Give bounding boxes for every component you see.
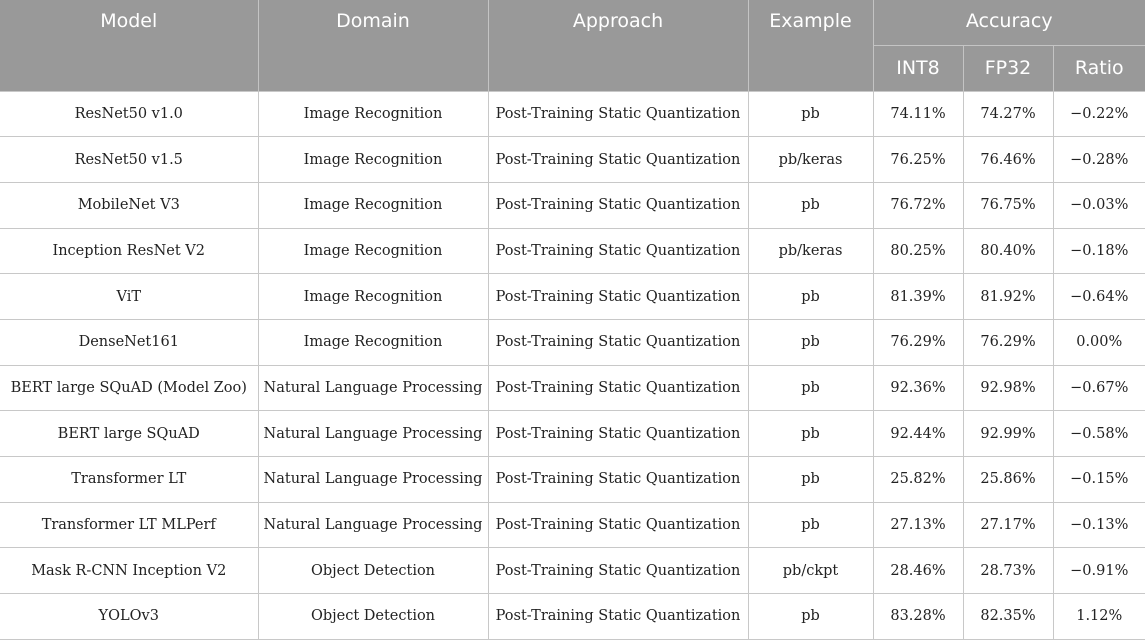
cell-domain: Image Recognition xyxy=(258,319,488,365)
cell-example: pb/keras xyxy=(748,137,873,183)
cell-domain: Image Recognition xyxy=(258,228,488,274)
cell-int8: 76.29% xyxy=(873,319,963,365)
table-row xyxy=(0,228,1145,274)
cell-fp32: 92.99% xyxy=(963,411,1053,457)
cell-domain: Image Recognition xyxy=(258,91,488,137)
cell-domain: Image Recognition xyxy=(258,137,488,183)
cell-fp32: 76.29% xyxy=(963,319,1053,365)
table-row xyxy=(0,137,1145,183)
header-int8: INT8 xyxy=(873,45,963,91)
cell-fp32: 76.75% xyxy=(963,182,1053,228)
cell-fp32: 92.98% xyxy=(963,365,1053,411)
cell-domain: Natural Language Processing xyxy=(258,365,488,411)
cell-ratio: −0.22% xyxy=(1053,91,1145,137)
header-example: Example xyxy=(748,0,873,91)
cell-example: pb xyxy=(748,182,873,228)
cell-ratio: −0.03% xyxy=(1053,182,1145,228)
table-row xyxy=(0,319,1145,365)
cell-domain: Natural Language Processing xyxy=(258,457,488,503)
cell-int8: 74.11% xyxy=(873,91,963,137)
cell-ratio: −0.15% xyxy=(1053,457,1145,503)
cell-ratio: −0.64% xyxy=(1053,274,1145,320)
cell-fp32: 80.40% xyxy=(963,228,1053,274)
cell-ratio: −0.91% xyxy=(1053,548,1145,594)
cell-approach: Post-Training Static Quantization xyxy=(488,548,748,594)
cell-int8: 76.72% xyxy=(873,182,963,228)
cell-approach: Post-Training Static Quantization xyxy=(488,182,748,228)
table-header xyxy=(0,0,1145,91)
cell-ratio: −0.67% xyxy=(1053,365,1145,411)
cell-example: pb xyxy=(748,457,873,503)
header-approach: Approach xyxy=(488,0,748,91)
cell-approach: Post-Training Static Quantization xyxy=(488,457,748,503)
cell-example: pb xyxy=(748,502,873,548)
table-row xyxy=(0,182,1145,228)
header-model: Model xyxy=(0,0,258,91)
cell-domain: Natural Language Processing xyxy=(258,411,488,457)
cell-example: pb xyxy=(748,411,873,457)
table-row xyxy=(0,548,1145,594)
cell-ratio: −0.58% xyxy=(1053,411,1145,457)
cell-model: BERT large SQuAD (Model Zoo) xyxy=(0,365,258,411)
cell-domain: Image Recognition xyxy=(258,182,488,228)
table-row xyxy=(0,91,1145,137)
cell-approach: Post-Training Static Quantization xyxy=(488,137,748,183)
cell-ratio: 1.12% xyxy=(1053,594,1145,640)
cell-approach: Post-Training Static Quantization xyxy=(488,411,748,457)
cell-model: Transformer LT xyxy=(0,457,258,503)
header-ratio: Ratio xyxy=(1053,45,1145,91)
cell-model: Transformer LT MLPerf xyxy=(0,502,258,548)
cell-fp32: 28.73% xyxy=(963,548,1053,594)
cell-domain: Image Recognition xyxy=(258,274,488,320)
cell-ratio: −0.13% xyxy=(1053,502,1145,548)
cell-approach: Post-Training Static Quantization xyxy=(488,91,748,137)
cell-example: pb/ckpt xyxy=(748,548,873,594)
cell-int8: 81.39% xyxy=(873,274,963,320)
cell-fp32: 27.17% xyxy=(963,502,1053,548)
cell-example: pb xyxy=(748,594,873,640)
cell-model: ResNet50 v1.5 xyxy=(0,137,258,183)
table-row xyxy=(0,274,1145,320)
cell-fp32: 25.86% xyxy=(963,457,1053,503)
cell-domain: Natural Language Processing xyxy=(258,502,488,548)
table-row xyxy=(0,502,1145,548)
cell-example: pb xyxy=(748,274,873,320)
table-row xyxy=(0,411,1145,457)
cell-approach: Post-Training Static Quantization xyxy=(488,228,748,274)
table-body xyxy=(0,91,1145,639)
table-row xyxy=(0,365,1145,411)
cell-ratio: −0.28% xyxy=(1053,137,1145,183)
cell-model: MobileNet V3 xyxy=(0,182,258,228)
cell-domain: Object Detection xyxy=(258,594,488,640)
cell-approach: Post-Training Static Quantization xyxy=(488,502,748,548)
header-fp32: FP32 xyxy=(963,45,1053,91)
cell-approach: Post-Training Static Quantization xyxy=(488,319,748,365)
cell-int8: 28.46% xyxy=(873,548,963,594)
header-domain: Domain xyxy=(258,0,488,91)
cell-ratio: −0.18% xyxy=(1053,228,1145,274)
cell-model: YOLOv3 xyxy=(0,594,258,640)
cell-approach: Post-Training Static Quantization xyxy=(488,274,748,320)
cell-example: pb xyxy=(748,365,873,411)
cell-example: pb xyxy=(748,319,873,365)
cell-model: Mask R-CNN Inception V2 xyxy=(0,548,258,594)
cell-model: ViT xyxy=(0,274,258,320)
cell-fp32: 76.46% xyxy=(963,137,1053,183)
cell-fp32: 81.92% xyxy=(963,274,1053,320)
cell-int8: 76.25% xyxy=(873,137,963,183)
cell-model: ResNet50 v1.0 xyxy=(0,91,258,137)
table-row xyxy=(0,457,1145,503)
cell-int8: 92.44% xyxy=(873,411,963,457)
cell-model: BERT large SQuAD xyxy=(0,411,258,457)
cell-ratio: 0.00% xyxy=(1053,319,1145,365)
cell-example: pb xyxy=(748,91,873,137)
cell-model: DenseNet161 xyxy=(0,319,258,365)
cell-approach: Post-Training Static Quantization xyxy=(488,594,748,640)
cell-int8: 27.13% xyxy=(873,502,963,548)
cell-model: Inception ResNet V2 xyxy=(0,228,258,274)
cell-int8: 25.82% xyxy=(873,457,963,503)
cell-int8: 80.25% xyxy=(873,228,963,274)
cell-domain: Object Detection xyxy=(258,548,488,594)
header-accuracy: Accuracy xyxy=(873,0,1145,45)
table-row xyxy=(0,594,1145,640)
cell-int8: 92.36% xyxy=(873,365,963,411)
cell-approach: Post-Training Static Quantization xyxy=(488,365,748,411)
cell-int8: 83.28% xyxy=(873,594,963,640)
cell-fp32: 74.27% xyxy=(963,91,1053,137)
cell-example: pb/keras xyxy=(748,228,873,274)
cell-fp32: 82.35% xyxy=(963,594,1053,640)
